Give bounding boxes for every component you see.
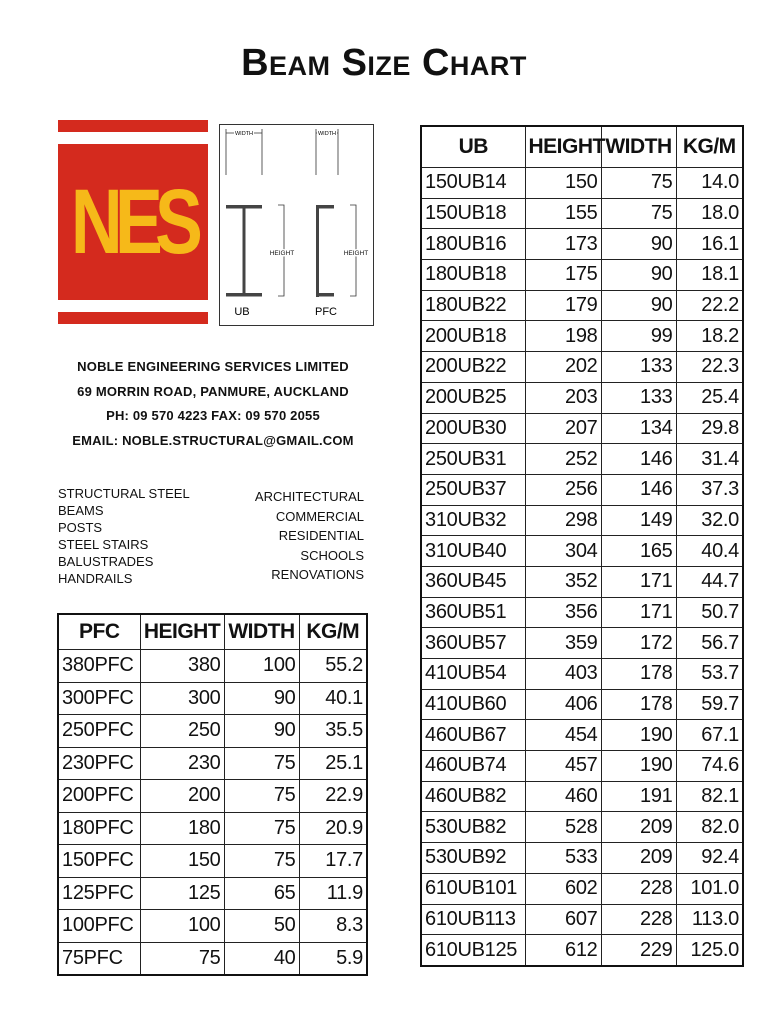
table-cell: 149: [601, 505, 676, 536]
service-item: HANDRAILS: [58, 571, 133, 586]
table-cell: 533: [525, 843, 601, 874]
service-item: BALUSTRADES: [58, 554, 154, 569]
table-row: [58, 650, 367, 683]
table-row: [58, 812, 367, 845]
table-cell: 32.0: [676, 505, 743, 536]
ub-section-icon: [226, 205, 262, 297]
table-cell: 200UB30: [421, 413, 525, 444]
table-cell: 16.1: [676, 229, 743, 260]
table-row: [421, 904, 743, 935]
table-row: [421, 566, 743, 597]
service-item: COMMERCIAL: [275, 508, 364, 524]
table-cell: 100: [224, 650, 299, 683]
table-cell: 610UB101: [421, 873, 525, 904]
table-cell: 198: [525, 321, 601, 352]
pfc-width-label: WIDTH: [317, 131, 337, 137]
table-cell: 11.9: [299, 877, 367, 910]
table-cell: 75: [224, 747, 299, 780]
table-cell: 460: [525, 781, 601, 812]
table-cell: 200UB25: [421, 382, 525, 413]
ub-table-header-row: [421, 126, 743, 168]
table-row: [421, 474, 743, 505]
nes-logo: [58, 120, 208, 326]
table-cell: 20.9: [299, 812, 367, 845]
table-cell: 165: [601, 536, 676, 567]
table-cell: 22.2: [676, 290, 743, 321]
services-list-left: [58, 485, 208, 587]
table-cell: 298: [525, 505, 601, 536]
table-row: [421, 720, 743, 751]
table-cell: 180UB16: [421, 229, 525, 260]
table-cell: 133: [601, 382, 676, 413]
table-cell: 180: [140, 812, 224, 845]
table-cell: 50: [224, 910, 299, 943]
table-cell: 74.6: [676, 751, 743, 782]
table-cell: 250UB31: [421, 444, 525, 475]
table-cell: 191: [601, 781, 676, 812]
table-cell: 55.2: [299, 650, 367, 683]
table-cell: 190: [601, 720, 676, 751]
table-cell: 200PFC: [58, 780, 140, 813]
table-row: [58, 910, 367, 943]
table-cell: 229: [601, 935, 676, 966]
table-cell: 75: [224, 812, 299, 845]
table-row: [58, 715, 367, 748]
ub-header-cell: KG/M: [676, 126, 743, 168]
ub-header-cell: UB: [421, 126, 525, 168]
table-cell: 310UB32: [421, 505, 525, 536]
service-item: STEEL STAIRS: [58, 537, 149, 552]
table-row: [421, 843, 743, 874]
company-email: EMAIL: NOBLE.STRUCTURAL@GMAIL.COM: [72, 432, 354, 448]
table-cell: 178: [601, 659, 676, 690]
table-cell: 460UB82: [421, 781, 525, 812]
table-cell: 356: [525, 597, 601, 628]
table-cell: 252: [525, 444, 601, 475]
table-row: [421, 260, 743, 291]
table-row: [421, 321, 743, 352]
table-cell: 304: [525, 536, 601, 567]
table-row: [421, 751, 743, 782]
table-cell: 75: [601, 168, 676, 199]
logo-text: NES: [70, 170, 196, 273]
table-cell: 40: [224, 942, 299, 975]
pfc-section-icon: [316, 205, 334, 297]
table-cell: 250: [140, 715, 224, 748]
table-cell: 190: [601, 751, 676, 782]
table-cell: 228: [601, 904, 676, 935]
table-cell: 75: [140, 942, 224, 975]
table-cell: 171: [601, 566, 676, 597]
table-cell: 178: [601, 689, 676, 720]
table-cell: 150: [525, 168, 601, 199]
ub-header-cell: HEIGHT: [525, 126, 601, 168]
table-cell: 300PFC: [58, 682, 140, 715]
table-cell: 92.4: [676, 843, 743, 874]
table-cell: 460UB74: [421, 751, 525, 782]
company-address: 69 MORRIN ROAD, PANMURE, AUCKLAND: [77, 383, 349, 399]
table-cell: 310UB40: [421, 536, 525, 567]
table-row: [421, 382, 743, 413]
table-cell: 99: [601, 321, 676, 352]
company-info: [58, 355, 368, 453]
table-cell: 460UB67: [421, 720, 525, 751]
table-row: [421, 444, 743, 475]
table-cell: 100PFC: [58, 910, 140, 943]
table-cell: 155: [525, 198, 601, 229]
table-cell: 175: [525, 260, 601, 291]
table-cell: 250UB37: [421, 474, 525, 505]
table-row: [421, 659, 743, 690]
table-cell: 82.1: [676, 781, 743, 812]
table-cell: 29.8: [676, 413, 743, 444]
table-cell: 150: [140, 845, 224, 878]
table-cell: 230: [140, 747, 224, 780]
table-cell: 100: [140, 910, 224, 943]
table-cell: 457: [525, 751, 601, 782]
logo-bottom-bar: [58, 312, 208, 324]
table-cell: 17.7: [299, 845, 367, 878]
table-cell: 530UB82: [421, 812, 525, 843]
table-cell: 173: [525, 229, 601, 260]
pfc-header-cell: WIDTH: [224, 614, 299, 650]
table-cell: 171: [601, 597, 676, 628]
service-item: SCHOOLS: [300, 547, 364, 563]
beam-profile-diagram: [219, 124, 374, 326]
table-row: [421, 935, 743, 966]
table-cell: 250PFC: [58, 715, 140, 748]
table-cell: 75: [224, 780, 299, 813]
table-row: [421, 628, 743, 659]
pfc-header-cell: PFC: [58, 614, 140, 650]
table-cell: 200UB18: [421, 321, 525, 352]
table-cell: 202: [525, 352, 601, 383]
table-row: [58, 877, 367, 910]
service-item: STRUCTURAL STEEL: [58, 486, 190, 501]
company-phone: PH: 09 570 4223 FAX: 09 570 2055: [106, 408, 320, 423]
pfc-height-label: HEIGHT: [343, 250, 369, 257]
ub-width-label: WIDTH: [234, 131, 254, 137]
table-cell: 203: [525, 382, 601, 413]
table-cell: 360UB57: [421, 628, 525, 659]
table-cell: 207: [525, 413, 601, 444]
table-cell: 90: [601, 290, 676, 321]
table-cell: 360UB51: [421, 597, 525, 628]
table-cell: 8.3: [299, 910, 367, 943]
service-item: ARCHITECTURAL: [254, 489, 364, 504]
pfc-header-cell: HEIGHT: [140, 614, 224, 650]
table-cell: 134: [601, 413, 676, 444]
table-cell: 610UB113: [421, 904, 525, 935]
service-item: BEAMS: [58, 503, 104, 518]
table-cell: 67.1: [676, 720, 743, 751]
table-row: [421, 168, 743, 199]
table-cell: 65: [224, 877, 299, 910]
table-cell: 209: [601, 812, 676, 843]
table-cell: 125.0: [676, 935, 743, 966]
table-row: [421, 873, 743, 904]
table-cell: 607: [525, 904, 601, 935]
ub-table-body: [421, 168, 743, 966]
pfc-header-cell: KG/M: [299, 614, 367, 650]
table-cell: 180PFC: [58, 812, 140, 845]
table-row: [421, 229, 743, 260]
table-cell: 82.0: [676, 812, 743, 843]
table-cell: 230PFC: [58, 747, 140, 780]
pfc-table: [57, 613, 368, 976]
table-row: [421, 505, 743, 536]
table-cell: 209: [601, 843, 676, 874]
table-cell: 410UB54: [421, 659, 525, 690]
table-cell: 53.7: [676, 659, 743, 690]
table-cell: 37.3: [676, 474, 743, 505]
table-cell: 146: [601, 444, 676, 475]
table-cell: 44.7: [676, 566, 743, 597]
table-cell: 612: [525, 935, 601, 966]
page-title: Beam Size Chart: [241, 42, 527, 84]
table-row: [58, 942, 367, 975]
ub-table: [420, 125, 744, 967]
table-cell: 352: [525, 566, 601, 597]
pfc-table-body: [58, 650, 367, 976]
table-cell: 150PFC: [58, 845, 140, 878]
table-cell: 610UB125: [421, 935, 525, 966]
table-cell: 150UB14: [421, 168, 525, 199]
table-cell: 90: [224, 715, 299, 748]
table-cell: 380: [140, 650, 224, 683]
table-cell: 200: [140, 780, 224, 813]
ub-header-cell: WIDTH: [601, 126, 676, 168]
table-row: [421, 352, 743, 383]
table-cell: 133: [601, 352, 676, 383]
pfc-label: PFC: [315, 306, 337, 318]
table-cell: 75PFC: [58, 942, 140, 975]
table-row: [58, 747, 367, 780]
table-cell: 380PFC: [58, 650, 140, 683]
table-row: [58, 780, 367, 813]
table-cell: 18.2: [676, 321, 743, 352]
table-cell: 75: [224, 845, 299, 878]
table-cell: 35.5: [299, 715, 367, 748]
table-cell: 125: [140, 877, 224, 910]
table-cell: 406: [525, 689, 601, 720]
service-item: POSTS: [58, 520, 103, 535]
table-cell: 90: [224, 682, 299, 715]
table-cell: 528: [525, 812, 601, 843]
table-cell: 359: [525, 628, 601, 659]
table-row: [58, 845, 367, 878]
service-item: RESIDENTIAL: [278, 528, 364, 543]
services-list-right: [210, 487, 364, 585]
ub-label: UB: [234, 306, 250, 318]
table-cell: 90: [601, 260, 676, 291]
table-row: [421, 536, 743, 567]
table-cell: 25.4: [676, 382, 743, 413]
table-cell: 22.9: [299, 780, 367, 813]
table-row: [421, 413, 743, 444]
table-row: [58, 682, 367, 715]
table-cell: 454: [525, 720, 601, 751]
company-name: NOBLE ENGINEERING SERVICES LIMITED: [77, 359, 349, 374]
table-cell: 18.0: [676, 198, 743, 229]
table-cell: 180UB22: [421, 290, 525, 321]
table-row: [421, 781, 743, 812]
table-cell: 200UB22: [421, 352, 525, 383]
table-cell: 360UB45: [421, 566, 525, 597]
table-row: [421, 597, 743, 628]
table-cell: 146: [601, 474, 676, 505]
table-cell: 180UB18: [421, 260, 525, 291]
table-cell: 530UB92: [421, 843, 525, 874]
table-cell: 410UB60: [421, 689, 525, 720]
table-row: [421, 198, 743, 229]
beam-profile-svg: [220, 125, 373, 325]
table-cell: 101.0: [676, 873, 743, 904]
table-row: [421, 689, 743, 720]
pfc-table-header-row: [58, 614, 367, 650]
table-cell: 150UB18: [421, 198, 525, 229]
table-cell: 172: [601, 628, 676, 659]
table-cell: 56.7: [676, 628, 743, 659]
table-row: [421, 812, 743, 843]
table-cell: 59.7: [676, 689, 743, 720]
table-cell: 14.0: [676, 168, 743, 199]
table-cell: 40.1: [299, 682, 367, 715]
table-cell: 113.0: [676, 904, 743, 935]
table-cell: 228: [601, 873, 676, 904]
logo-top-bar: [58, 120, 208, 132]
table-cell: 602: [525, 873, 601, 904]
table-cell: 75: [601, 198, 676, 229]
ub-height-label: HEIGHT: [269, 250, 295, 257]
table-cell: 256: [525, 474, 601, 505]
table-cell: 31.4: [676, 444, 743, 475]
table-cell: 25.1: [299, 747, 367, 780]
service-item: RENOVATIONS: [271, 567, 364, 582]
table-row: [421, 290, 743, 321]
table-cell: 403: [525, 659, 601, 690]
table-cell: 90: [601, 229, 676, 260]
table-cell: 125PFC: [58, 877, 140, 910]
table-cell: 5.9: [299, 942, 367, 975]
table-cell: 18.1: [676, 260, 743, 291]
table-cell: 22.3: [676, 352, 743, 383]
table-cell: 40.4: [676, 536, 743, 567]
table-cell: 179: [525, 290, 601, 321]
table-cell: 50.7: [676, 597, 743, 628]
table-cell: 300: [140, 682, 224, 715]
